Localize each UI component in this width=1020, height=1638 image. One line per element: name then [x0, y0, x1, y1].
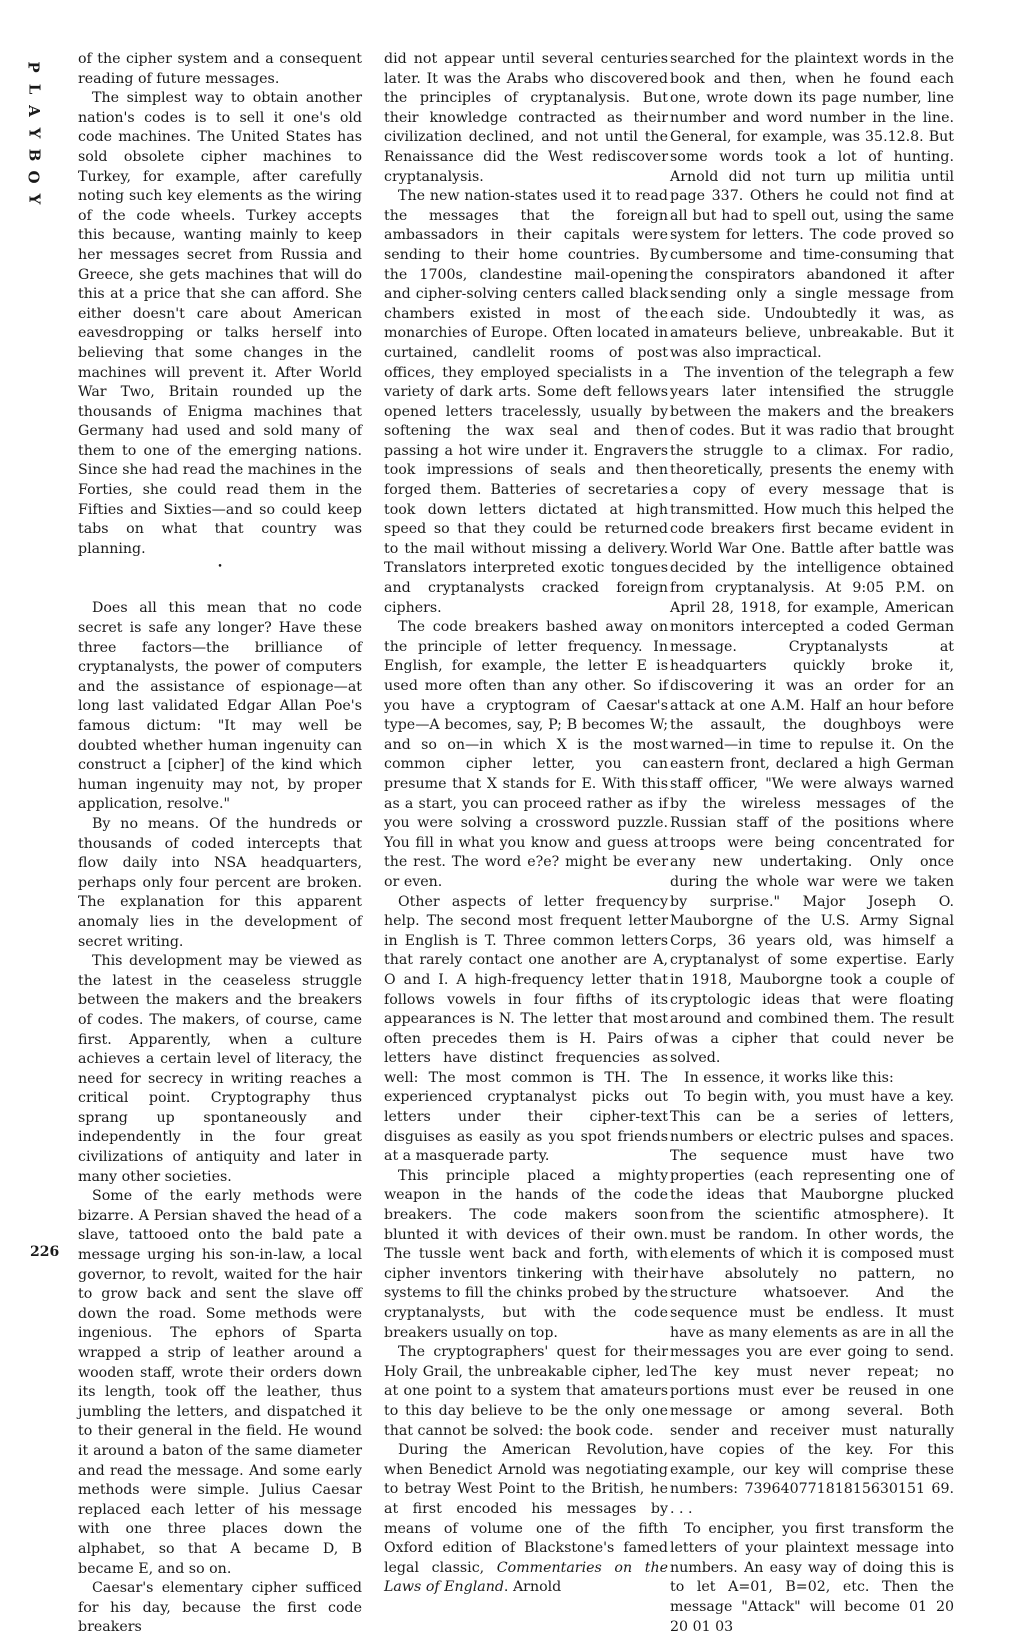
- section-separator: •: [217, 562, 223, 573]
- paragraph-text: . Arnold: [503, 1579, 562, 1596]
- paragraph-text: During the American Revolution, when Benedict Arnold was negotiating to betray West Point to the British, he at first encoded his messages by means of volume one of the fifth Oxford edition of Blackstone's famed legal classic,: [384, 1442, 668, 1576]
- paragraph: By no means. Of the hundreds or thousands of coded intercepts that flow daily into NSA headquarters, perhaps only four percent are broken. The explanation for this apparent anomaly lies in the development of secret writing.: [78, 815, 362, 950]
- paragraph: The invention of the telegraph a few years later intensified the struggle between the makers and the breakers of codes. But it was radio that brought the struggle to a climax. For radio, theoretically, presents the enemy with a copy of every message that is transmitted. How much this helped the code breakers first became evident in World War One. Battle after battle was decided by the intelligence obtained from cryptanalysis. At 9:05 P.M. on April 28, 1918, for example, American monitors intercepted a coded German message. Cryptanalysts at headquarters quickly broke it, discovering it was an order for an attack at one A.M. Half an hour before the assault, the doughboys were warned—in time to repulse it. On the eastern front, declared a high German staff officer, "We were always warned by the wireless messages of the Russian staff of the positions where troops were being concentrated for any new undertaking. Only once during the whole war were we taken by surprise." Major Joseph O. Mauborgne of the U.S. Army Signal Corps, 36 years old, was himself a cryptanalyst of some expertise. Early in 1918, Mauborgne took a couple of cryptologic ideas that were floating around and combined them. The result was a cipher that could never be solved.: [670, 364, 954, 1067]
- paragraph: Caesar's elementary cipher sufficed for his day, because the first code breakers: [78, 1580, 362, 1636]
- masthead-letter: P: [25, 61, 43, 73]
- paragraph: The code breakers bashed away on the principle of letter frequency. In English, for example, the letter E is used more often than any other. So if you have a cryptogram of Caesar's type—A becomes, say, P; B becomes W; and so on—in which X is the most common cipher letter, you can presume that X stands for E. With this as a start, you can proceed rather as if you were solving a crossword puzzle. You fill in what you know and guess at the rest. The word e?e? might be ever or even.: [384, 619, 668, 890]
- paragraph: [384, 1441, 668, 1598]
- paragraph: of the cipher system and a consequent reading of future messages.: [78, 51, 362, 87]
- text-column-3: [670, 50, 955, 1635]
- paragraph: did not appear until several centuries later. It was the Arabs who discovered the principles of cryptanalysis. But their knowledge contracted as their civilization declined, and not until the Renaissance did the West rediscover cryptanalysis.: [384, 51, 668, 185]
- paragraph: To begin with, you must have a key. This can be a series of letters, numbers or electric pulses and spaces. The sequence must have two properties (each representing one of the ideas that Mauborgne plucked from the scientific atmosphere). It must be random. In other words, the elements of which it is composed must have absolutely no pattern, no structure whatsoever. And the sequence must be endless. It must have as many elements as are in all the messages you are ever going to send. The key must never repeat; no portions must ever be reused in one message or among several. Both sender and receiver must naturally have copies of the key. For this example, our key will comprise these numbers: 73964077181815630151 69. . . .: [670, 1089, 955, 1517]
- masthead-letter: A: [24, 105, 43, 117]
- masthead-letter: Y: [25, 127, 43, 139]
- paragraph: Other aspects of letter frequency help. The second most frequent letter in English is T. Three common letters that rarely contact one another are A, O and I. A high-frequency letter that follows vowels in four fifths of its appearances is N. The letter that most often precedes them is H. Pairs of letters have distinct frequencies as well: The most common is TH. The experienced cryptanalyst picks out letters under their cipher-text disguises as easily as you spot friends at a masquerade party.: [384, 893, 668, 1165]
- paragraph: In essence, it works like this:: [684, 1069, 894, 1086]
- paragraph: To encipher, you first transform the letters of your plaintext message into numbers. An easy way of doing this is to let A=01, B=02, etc. Then the message "Attack" will become 01 20 20 01 03: [670, 1520, 954, 1635]
- paragraph: Some of the early methods were bizarre. A Persian shaved the head of a slave, tattooed onto the bald pate a message urging his son-in-law, a local governor, to revolt, waited for the hair to grow back and sent the slave off down the road. Some methods were ingenious. The ephors of Sparta wrapped a strip of leather around a wooden staff, wrote their orders down its length, took off the leather, thus jumbling the letters, and dispatched it to their general in the field. He wound it around a baton of the same diameter and read the message. And some early methods were simple. Julius Caesar replaced each letter of his message with one three places down the alphabet, so that A became D, B became E, and so on.: [78, 1188, 362, 1577]
- paragraph: The cryptographers' quest for their Holy Grail, the unbreakable cipher, led at one point to a system that amateurs to this day believe to be the only one that cannot be solved: the book code.: [384, 1344, 668, 1439]
- masthead: [22, 56, 46, 210]
- book-title: Commentaries on the Laws of England: [384, 1559, 668, 1596]
- paragraph: This development may be viewed as the latest in the ceaseless struggle between the makers and the breakers of codes. The makers, of course, came first. Apparently, when a culture achieves a certain level of literacy, the need for secrecy in writing reaches a critical point. Cryptography thus sprang up spontaneously and independently in the four great civilizations of antiquity and later in many other societies.: [78, 953, 362, 1185]
- masthead-letter: B: [25, 148, 43, 162]
- page-number: 226: [30, 1244, 60, 1260]
- text-column-2: [384, 50, 668, 1596]
- text-column-1: [78, 50, 363, 1636]
- masthead-letter: Y: [25, 193, 43, 205]
- masthead-letter: O: [24, 170, 43, 184]
- paragraph: Does all this mean that no code secret is safe any longer? Have these three factors—the brilliance of cryptanalysts, the power of computers and the assistance of espionage—at long last validated Edgar Allan Poe's famous dictum: "It may well be doubted whether human ingenuity can construct a [cipher] of the kind which human ingenuity may not, by proper application, resolve.": [78, 600, 362, 813]
- paragraph: The simplest way to obtain another nation's codes is to sell it one's old code machines. The United States has sold obsolete cipher machines to Turkey, for example, after carefully noting such key elements as the wiring of the code wheels. Turkey accepts this because, wanting mainly to keep her messages secret from Russia and Greece, she gets machines that will do this at a price that she can afford. She either doesn't care about American eavesdropping or talks herself into believing that some changes in the machines will prevent it. After World War Two, Britain rounded up the thousands of Enigma machines that Germany had used and sold many of them to one of the emerging nations. Since she had read the machines in the Forties, she could read them in the Fifties and Sixties—and so could keep tabs on what that country was planning.: [78, 90, 363, 557]
- masthead-letter: L: [24, 83, 43, 95]
- paragraph: searched for the plaintext words in the book and then, when he found each one, wrote down its page number, line number and word number in the line. General, for example, was 35.12.8. But some words took a lot of hunting. Arnold did not turn up militia until page 337. Others he could not find at all but had to spell out, using the same system for letters. The code proved so cumbersome and time-consuming that the conspirators abandoned it after sending only a single message from each side. Undoubtedly it was, as amateurs believe, unbreakable. But it was also impractical.: [670, 51, 954, 361]
- paragraph: This principle placed a mighty weapon in the hands of the code breakers. The code makers soon blunted it with devices of their own. The tussle went back and forth, with cipher inventors tinkering with their systems to fill the chinks probed by the cryptanalysts, but with the code breakers usually on top.: [384, 1167, 668, 1341]
- paragraph: The new nation-states used it to read the messages that the foreign ambassadors in their capitals were sending to their home countries. By the 1700s, clandestine mail-opening and cipher-solving centers called black chambers existed in most of the monarchies of Europe. Often located in curtained, candlelit rooms of post offices, they employed specialists in a variety of dark arts. Some deft fellows opened letters tracelessly, usually by softening the wax seal and then passing a hot wire under it. Engravers took impressions of seals and then forged them. Batteries of secretaries took down letters dictated at high speed so that they could be returned to the mail without missing a delivery. Translators interpreted exotic tongues and cryptanalysts cracked foreign ciphers.: [384, 188, 668, 616]
